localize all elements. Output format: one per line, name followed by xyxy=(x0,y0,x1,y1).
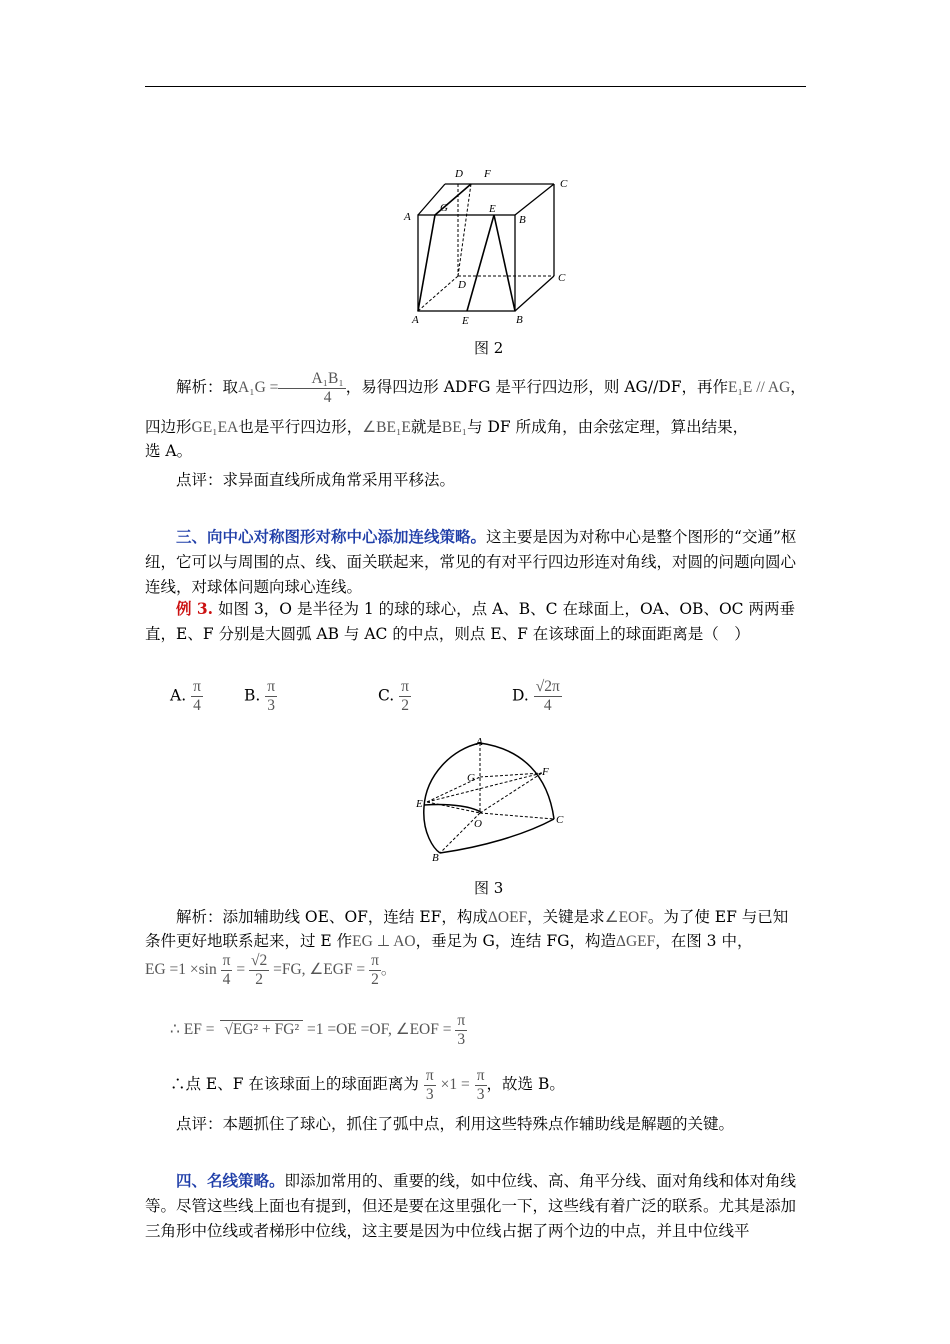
figure-3-caption: 图 3 xyxy=(474,879,504,897)
fig2-label-e1: E xyxy=(489,203,496,215)
fig3-label-f: F xyxy=(542,766,549,778)
review-3: 点评：本题抓住了球心，抓住了弧中点，利用这些特殊点作辅助线是解题的关键。 xyxy=(176,1115,735,1133)
solution-2-line1: 解析：取A₁G = $\frac{\text{A₁B₁}}{4}$ ，易得四边形 ADFG 是平行四边形，则 AG//DF，再作E₁E // AG， xyxy=(176,369,806,406)
section-4-title: 四、名线策略。 xyxy=(176,1171,285,1190)
fig2-label-f: F xyxy=(484,168,491,180)
fig3-label-c: C xyxy=(556,814,564,826)
fig2-label-d1: D xyxy=(455,168,463,180)
fig2-label-c: C xyxy=(558,272,566,284)
fig3-label-b: B xyxy=(432,852,439,864)
option-d: D. $\frac{√2\pi}{4}$ xyxy=(512,678,560,714)
solution-2-line2: 四边形GE₁EA也是平行四边形，∠BE₁E就是BE₁与 DF 所成角，由余弦定理，算出结果， xyxy=(145,418,749,436)
fig2-label-b: B xyxy=(516,314,523,326)
fig3-label-a: A xyxy=(476,736,483,748)
fig3-label-o: O xyxy=(474,818,482,830)
option-c: C. $\frac{\pi}{2}$ xyxy=(378,678,409,714)
fig2-label-d: D xyxy=(458,279,466,291)
equation-3: ∴点 E、F 在该球面上的球面距离为 $\frac{\pi}{3}$ ×1 = $\frac{\pi}{3}$ ，故选 B。 xyxy=(170,1066,565,1103)
fig2-label-g: G xyxy=(440,202,448,214)
example-3-label: 例 3. xyxy=(176,599,214,618)
equation-1: EG =1 ×sin $\frac{\pi}{4}$ = $\frac{√2}{2}$ =FG, ∠EGF = $\frac{\pi}{2}$ 。 xyxy=(145,952,397,988)
option-b: B. $\frac{\pi}{3}$ xyxy=(244,678,276,714)
fig3-label-g: G xyxy=(467,772,475,784)
section-3-title: 三、向中心对称图形对称中心添加连线策略。 xyxy=(176,527,487,546)
solution-3-line1: 解析：添加辅助线 OE、OF，连结 EF，构成ΔOEF，关键是求∠EOF。为了使 EF 与已知 xyxy=(176,908,789,926)
fig2-label-a: A xyxy=(412,314,419,326)
section-4-paragraph: 四、名线策略。即添加常用的、重要的线，如中位线、高、角平分线、面对角线和体对角线等。尽管这些线上面也有提到，但还是要在这里强化一下，这些线有着广泛的联系。尤其是添加三角形中位线或者梯形中位线，这主要是因为中位线占据了两个边的中点，并且中位线平 xyxy=(145,1171,797,1240)
option-a: A. $\frac{\pi}{4}$ xyxy=(170,678,201,714)
example-3: 例 3. 如图 3，O 是半径为 1 的球的球心，点 A、B、C 在球面上，OA、OB、OC 两两垂直，E、F 分别是大圆弧 AB 与 AC 的中点，则点 E、F 在该球面上的球面距离是（ ） xyxy=(145,599,795,643)
figure-2-cube xyxy=(400,165,580,330)
fig2-label-b1: B xyxy=(519,214,526,226)
equation-2: ∴ EF = √EG² + FG² =1 =OE =OF, ∠EOF = $\frac{\pi}{3}$ xyxy=(170,1012,466,1048)
fig3-label-e: E xyxy=(416,798,423,810)
review-2: 点评：求异面直线所成角常采用平移法。 xyxy=(176,471,456,489)
figure-2-caption: 图 2 xyxy=(474,339,504,357)
solution-2-line3: 选 A。 xyxy=(145,442,193,460)
fig2-label-c1: C xyxy=(560,178,568,190)
fig2-label-a1: A xyxy=(404,211,411,223)
header-rule xyxy=(145,86,806,87)
figure-3-sphere xyxy=(412,735,582,865)
fig2-label-e: E xyxy=(462,315,469,327)
section-3-paragraph: 三、向中心对称图形对称中心添加连线策略。这主要是因为对称中心是整个图形的“交通”枢纽，它可以与周围的点、线、面关联起来，常见的有对平行四边形连对角线，对圆的问题向圆心连线，对球体问题向球心连线。 xyxy=(145,527,797,596)
solution-3-line2: 条件更好地联系起来，过 E 作EG ⊥ AO，垂足为 G，连结 FG，构造ΔGEF，在图 3 中， xyxy=(145,932,753,950)
